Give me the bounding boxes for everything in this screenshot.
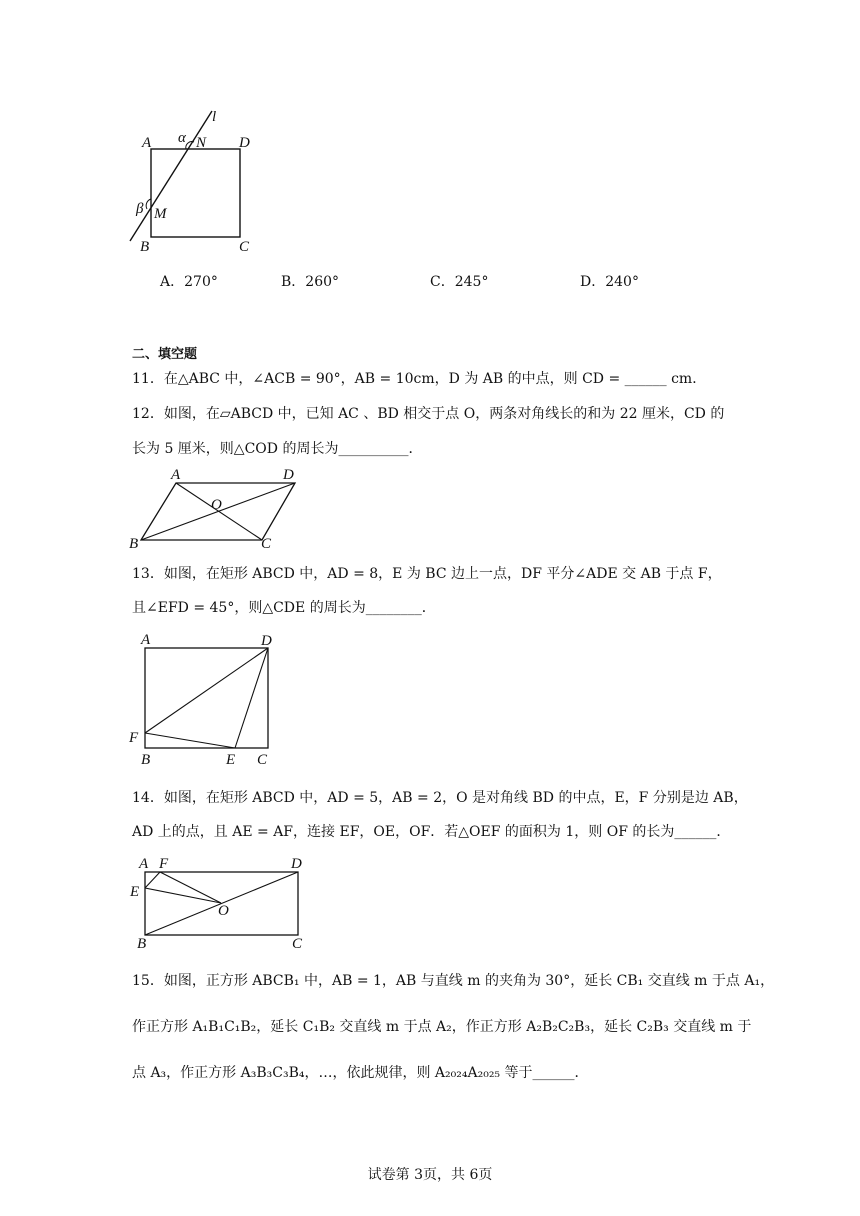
question-11: 11．在△ABC 中，∠ACB = 90°，AB = 10cm，D 为 AB 的中点，则 CD = ______ cm． xyxy=(132,371,707,387)
label-B: B xyxy=(129,536,139,552)
q14-rectangle-figure xyxy=(125,852,315,952)
label-C: C xyxy=(261,536,272,552)
q12-parallelogram-figure xyxy=(125,462,310,552)
label-O: O xyxy=(218,903,229,919)
rectangle-abcd xyxy=(145,648,268,748)
angle-beta-arc xyxy=(146,199,151,209)
segment-ef xyxy=(145,872,160,888)
question-15-line3: 点 A₃，作正方形 A₃B₃C₃B₄，…，依此规律，则 A₂₀₂₄A₂₀₂₅ 等于______． xyxy=(132,1065,589,1081)
label-D: D xyxy=(239,135,250,151)
label-beta: β xyxy=(136,201,144,217)
label-C: C xyxy=(257,752,268,768)
option-d xyxy=(580,271,639,291)
question-14-line1: 14．如图，在矩形 ABCD 中，AD = 5，AB = 2，O 是对角线 BD 的中点，E，F 分别是边 AB， xyxy=(132,790,748,806)
q13-rectangle-figure xyxy=(125,628,285,768)
label-M: M xyxy=(154,206,167,222)
label-B: B xyxy=(141,752,151,768)
segment-fe xyxy=(145,733,235,748)
option-b-letter: B． xyxy=(281,274,306,290)
option-d-letter: D． xyxy=(580,274,606,290)
label-C: C xyxy=(239,239,250,255)
segment-fd xyxy=(145,648,268,733)
question-15-line1: 15．如图，正方形 ABCB₁ 中，AB = 1，AB 与直线 m 的夹角为 30°，延长 CB₁ 交直线 m 于点 A₁， xyxy=(132,973,775,989)
label-N: N xyxy=(196,135,207,151)
label-A: A xyxy=(142,135,152,151)
option-c-value: 245° xyxy=(454,274,489,290)
label-E: E xyxy=(130,884,140,900)
label-D: D xyxy=(291,856,302,872)
option-b xyxy=(281,271,339,291)
q10-square-figure xyxy=(120,105,270,260)
label-C: C xyxy=(292,936,303,952)
option-a-letter: A． xyxy=(160,274,185,290)
question-13-line2: 且∠EFD = 45°，则△CDE 的周长为________． xyxy=(132,600,436,616)
option-c-letter: C． xyxy=(430,274,455,290)
label-F: F xyxy=(159,856,169,872)
label-alpha: α xyxy=(178,130,186,146)
label-D: D xyxy=(283,467,294,483)
page-footer: 试卷第 3页，共 6页 xyxy=(367,1167,493,1183)
label-F: F xyxy=(129,730,139,746)
segment-fo xyxy=(160,872,221,903)
label-B: B xyxy=(137,936,147,952)
label-B: B xyxy=(140,239,150,255)
label-A: A xyxy=(139,856,149,872)
label-l: l xyxy=(212,109,217,125)
segment-de xyxy=(235,648,268,748)
question-12-line1: 12．如图，在▱ABCD 中，已知 AC 、BD 相交于点 O，两条对角线长的和为 22 厘米，CD 的 xyxy=(132,406,725,422)
label-E: E xyxy=(226,752,236,768)
option-a xyxy=(160,271,218,291)
option-b-value: 260° xyxy=(305,274,340,290)
section-title: 二、填空题 xyxy=(132,347,198,362)
line-l xyxy=(130,111,212,241)
question-15-line2: 作正方形 A₁B₁C₁B₂，延长 C₁B₂ 交直线 m 于点 A₂，作正方形 A₂B₂C₂B₃，延长 C₂B₃ 交直线 m 于 xyxy=(132,1019,752,1035)
label-D: D xyxy=(261,633,272,649)
question-12-line2: 长为 5 厘米，则△COD 的周长为__________． xyxy=(132,441,423,457)
option-d-value: 240° xyxy=(605,274,639,290)
option-c xyxy=(430,271,488,291)
label-A: A xyxy=(141,632,151,648)
question-13-line1: 13．如图，在矩形 ABCD 中，AD = 8，E 为 BC 边上一点，DF 平分∠ADE 交 AB 于点 F， xyxy=(132,566,722,582)
square-abcd xyxy=(151,149,240,237)
label-O: O xyxy=(211,497,222,513)
option-a-value: 270° xyxy=(184,274,218,290)
segment-eo xyxy=(145,888,221,903)
label-A: A xyxy=(171,467,181,483)
question-14-line2: AD 上的点，且 AE = AF，连接 EF，OE，OF．若△OEF 的面积为 1，则 OF 的长为______． xyxy=(132,824,731,840)
